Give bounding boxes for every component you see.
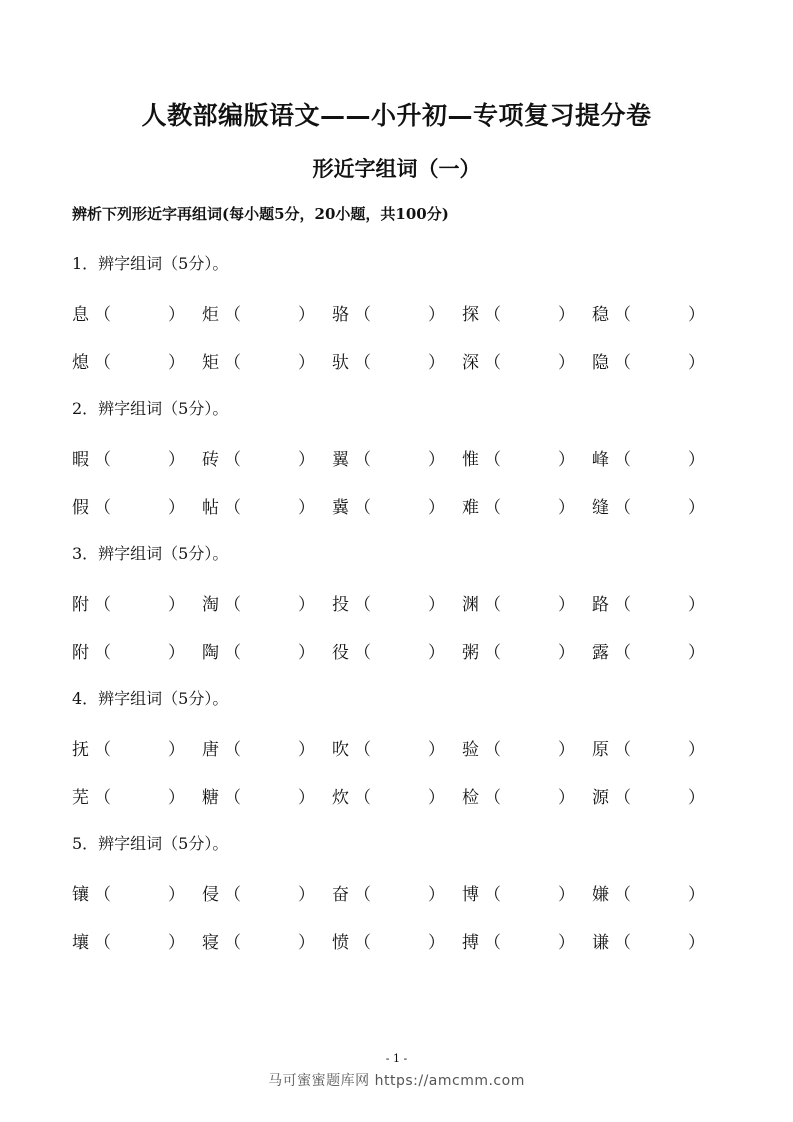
word-blank — [592, 735, 722, 761]
character: 难 — [462, 498, 479, 518]
bracket-open: （ — [484, 788, 501, 808]
bracket-close: ） — [168, 933, 185, 953]
character: 淘 — [202, 595, 219, 615]
character: 渊 — [462, 595, 479, 615]
character: 冀 — [332, 498, 349, 518]
character: 附 — [72, 643, 89, 663]
bracket-close: ） — [168, 305, 185, 325]
bracket-close: ） — [558, 933, 575, 953]
word-blank — [332, 445, 462, 471]
word-blank — [72, 735, 202, 761]
bracket-open: （ — [354, 450, 371, 470]
character: 投 — [332, 595, 349, 615]
character: 翼 — [332, 450, 349, 470]
bracket-open: （ — [484, 498, 501, 518]
bracket-close: ） — [428, 498, 445, 518]
character: 炬 — [202, 305, 219, 325]
word-blank — [202, 928, 332, 954]
bracket-close: ） — [298, 933, 315, 953]
bracket-open: （ — [94, 450, 111, 470]
character: 寝 — [202, 933, 219, 953]
character: 粥 — [462, 643, 479, 663]
bracket-close: ） — [428, 595, 445, 615]
character: 陶 — [202, 643, 219, 663]
bracket-open: （ — [224, 933, 241, 953]
document-title: 人教部编版语文——小升初—专项复习提分卷 — [141, 101, 652, 130]
bracket-close: ） — [428, 885, 445, 905]
bracket-open: （ — [224, 595, 241, 615]
bracket-close: ） — [168, 595, 185, 615]
bracket-close: ） — [558, 450, 575, 470]
bracket-open: （ — [224, 740, 241, 760]
character: 吹 — [332, 740, 349, 760]
question-heading: 1．辨字组词（5分）。 — [72, 254, 229, 273]
character: 验 — [462, 740, 479, 760]
bracket-open: （ — [354, 740, 371, 760]
word-blank — [202, 445, 332, 471]
word-blank — [592, 445, 722, 471]
bracket-open: （ — [614, 353, 631, 373]
character: 骆 — [332, 305, 349, 325]
bracket-open: （ — [614, 595, 631, 615]
word-blank — [72, 493, 202, 519]
character: 镶 — [72, 885, 89, 905]
character: 矩 — [202, 353, 219, 373]
character: 附 — [72, 595, 89, 615]
word-blank — [202, 783, 332, 809]
character: 砖 — [202, 450, 219, 470]
word-blank — [462, 445, 592, 471]
word-blank — [202, 880, 332, 906]
bracket-close: ） — [168, 353, 185, 373]
bracket-open: （ — [94, 933, 111, 953]
bracket-open: （ — [484, 595, 501, 615]
bracket-close: ） — [298, 885, 315, 905]
word-blank — [332, 735, 462, 761]
bracket-open: （ — [484, 643, 501, 663]
bracket-open: （ — [224, 305, 241, 325]
bracket-close: ） — [688, 885, 705, 905]
character-row — [72, 348, 732, 374]
character: 峰 — [592, 450, 609, 470]
word-blank — [462, 880, 592, 906]
word-blank — [462, 300, 592, 326]
character: 唐 — [202, 740, 219, 760]
character: 缝 — [592, 498, 609, 518]
character: 抚 — [72, 740, 89, 760]
word-blank — [72, 928, 202, 954]
word-blank — [462, 590, 592, 616]
bracket-close: ） — [298, 305, 315, 325]
word-blank — [592, 590, 722, 616]
bracket-open: （ — [354, 788, 371, 808]
bracket-close: ） — [298, 740, 315, 760]
word-blank — [202, 735, 332, 761]
character: 惟 — [462, 450, 479, 470]
bracket-open: （ — [224, 885, 241, 905]
bracket-close: ） — [688, 933, 705, 953]
character: 芜 — [72, 788, 89, 808]
character-row — [72, 445, 732, 471]
character: 探 — [462, 305, 479, 325]
character: 帖 — [202, 498, 219, 518]
word-blank — [72, 445, 202, 471]
character: 壤 — [72, 933, 89, 953]
bracket-close: ） — [428, 933, 445, 953]
bracket-close: ） — [428, 788, 445, 808]
word-blank — [592, 300, 722, 326]
bracket-open: （ — [94, 788, 111, 808]
bracket-open: （ — [614, 740, 631, 760]
word-blank — [202, 348, 332, 374]
character-row — [72, 928, 732, 954]
page-number: - 1 - — [385, 1052, 408, 1065]
character: 暇 — [72, 450, 89, 470]
bracket-open: （ — [614, 305, 631, 325]
bracket-close: ） — [558, 305, 575, 325]
word-blank — [72, 300, 202, 326]
character-row — [72, 735, 732, 761]
bracket-open: （ — [614, 933, 631, 953]
character: 奋 — [332, 885, 349, 905]
character: 熄 — [72, 353, 89, 373]
bracket-open: （ — [614, 643, 631, 663]
character: 假 — [72, 498, 89, 518]
bracket-close: ） — [298, 788, 315, 808]
word-blank — [72, 348, 202, 374]
bracket-close: ） — [168, 788, 185, 808]
question-heading: 5．辨字组词（5分）。 — [72, 834, 229, 853]
bracket-close: ） — [428, 450, 445, 470]
word-blank — [332, 783, 462, 809]
bracket-close: ） — [688, 740, 705, 760]
bracket-open: （ — [484, 885, 501, 905]
character: 露 — [592, 643, 609, 663]
word-blank — [332, 928, 462, 954]
bracket-open: （ — [224, 643, 241, 663]
bracket-open: （ — [354, 885, 371, 905]
document-subtitle: 形近字组词（一） — [312, 156, 481, 181]
bracket-close: ） — [298, 450, 315, 470]
bracket-open: （ — [94, 740, 111, 760]
character: 路 — [592, 595, 609, 615]
bracket-close: ） — [428, 740, 445, 760]
bracket-open: （ — [614, 788, 631, 808]
character-row — [72, 590, 732, 616]
bracket-close: ） — [168, 740, 185, 760]
character: 糖 — [202, 788, 219, 808]
bracket-open: （ — [224, 788, 241, 808]
character: 炊 — [332, 788, 349, 808]
word-blank — [462, 348, 592, 374]
bracket-close: ） — [558, 643, 575, 663]
bracket-open: （ — [484, 933, 501, 953]
bracket-open: （ — [614, 885, 631, 905]
character: 驮 — [332, 353, 349, 373]
character: 息 — [72, 305, 89, 325]
bracket-close: ） — [298, 353, 315, 373]
bracket-close: ） — [688, 305, 705, 325]
question-heading: 4．辨字组词（5分）。 — [72, 689, 229, 708]
bracket-close: ） — [168, 885, 185, 905]
bracket-open: （ — [484, 740, 501, 760]
word-blank — [332, 300, 462, 326]
character: 隐 — [592, 353, 609, 373]
character-row — [72, 880, 732, 906]
bracket-close: ） — [688, 498, 705, 518]
bracket-open: （ — [94, 885, 111, 905]
bracket-open: （ — [94, 498, 111, 518]
bracket-open: （ — [354, 353, 371, 373]
character: 源 — [592, 788, 609, 808]
bracket-close: ） — [558, 595, 575, 615]
word-blank — [332, 348, 462, 374]
bracket-close: ） — [688, 450, 705, 470]
word-blank — [332, 880, 462, 906]
instruction-text: 辨析下列形近字再组词(每小题5分，20小题，共100分) — [72, 205, 449, 223]
character-row — [72, 300, 732, 326]
bracket-open: （ — [94, 595, 111, 615]
bracket-close: ） — [428, 353, 445, 373]
word-blank — [202, 590, 332, 616]
word-blank — [592, 928, 722, 954]
character-row — [72, 493, 732, 519]
character: 搏 — [462, 933, 479, 953]
bracket-close: ） — [428, 643, 445, 663]
word-blank — [72, 590, 202, 616]
bracket-close: ） — [298, 498, 315, 518]
character-row — [72, 783, 732, 809]
word-blank — [462, 493, 592, 519]
word-blank — [462, 783, 592, 809]
bracket-open: （ — [354, 595, 371, 615]
bracket-close: ） — [688, 353, 705, 373]
bracket-close: ） — [688, 788, 705, 808]
bracket-open: （ — [94, 305, 111, 325]
character: 役 — [332, 643, 349, 663]
bracket-open: （ — [614, 450, 631, 470]
character: 深 — [462, 353, 479, 373]
bracket-open: （ — [94, 353, 111, 373]
word-blank — [72, 638, 202, 664]
bracket-close: ） — [688, 643, 705, 663]
character-row — [72, 638, 732, 664]
word-blank — [332, 590, 462, 616]
bracket-open: （ — [484, 353, 501, 373]
word-blank — [592, 493, 722, 519]
bracket-open: （ — [224, 450, 241, 470]
bracket-open: （ — [224, 498, 241, 518]
bracket-open: （ — [484, 450, 501, 470]
word-blank — [462, 928, 592, 954]
bracket-close: ） — [298, 595, 315, 615]
word-blank — [462, 735, 592, 761]
bracket-open: （ — [354, 498, 371, 518]
word-blank — [332, 493, 462, 519]
word-blank — [592, 348, 722, 374]
word-blank — [592, 880, 722, 906]
character: 博 — [462, 885, 479, 905]
bracket-close: ） — [168, 643, 185, 663]
bracket-close: ） — [298, 643, 315, 663]
bracket-open: （ — [224, 353, 241, 373]
bracket-close: ） — [558, 353, 575, 373]
bracket-close: ） — [558, 740, 575, 760]
bracket-close: ） — [428, 305, 445, 325]
character: 嫌 — [592, 885, 609, 905]
character: 侵 — [202, 885, 219, 905]
bracket-close: ） — [168, 498, 185, 518]
word-blank — [202, 493, 332, 519]
bracket-open: （ — [354, 643, 371, 663]
character: 稳 — [592, 305, 609, 325]
word-blank — [202, 300, 332, 326]
character: 检 — [462, 788, 479, 808]
bracket-close: ） — [168, 450, 185, 470]
bracket-open: （ — [354, 933, 371, 953]
bracket-close: ） — [558, 788, 575, 808]
bracket-close: ） — [558, 498, 575, 518]
word-blank — [592, 638, 722, 664]
word-blank — [462, 638, 592, 664]
bracket-close: ） — [558, 885, 575, 905]
footer-watermark: 马可蜜蜜题库网 https://amcmm.com — [268, 1073, 525, 1089]
question-heading: 3．辨字组词（5分）。 — [72, 544, 229, 563]
word-blank — [72, 783, 202, 809]
character: 原 — [592, 740, 609, 760]
bracket-close: ） — [688, 595, 705, 615]
bracket-open: （ — [94, 643, 111, 663]
bracket-open: （ — [484, 305, 501, 325]
word-blank — [332, 638, 462, 664]
bracket-open: （ — [614, 498, 631, 518]
word-blank — [72, 880, 202, 906]
question-heading: 2．辨字组词（5分）。 — [72, 399, 229, 418]
bracket-open: （ — [354, 305, 371, 325]
word-blank — [202, 638, 332, 664]
word-blank — [592, 783, 722, 809]
character: 愤 — [332, 933, 349, 953]
character: 谦 — [592, 933, 609, 953]
